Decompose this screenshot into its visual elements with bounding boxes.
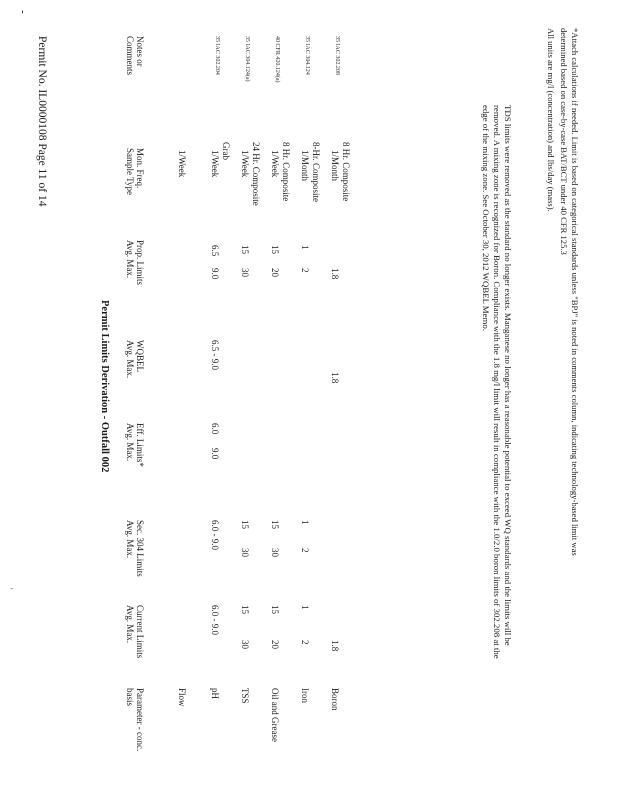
cell-prop-max: 30 [240,268,250,277]
permit-number: Permit No. IL0000108 Page 11 of 14 [36,36,48,207]
cell-current-max: 1.8 [330,640,340,652]
cell-freq: 1/Week [240,150,250,178]
cell-prop-avg: 15 [270,245,280,254]
cell-wqbel-max: 1.8 [330,372,340,384]
cell-current-max: 20 [270,640,280,649]
explanation-paragraph: TDS limits were removed as the standard no longer exists. Manganese no longer has a reasonable potential to exceed WQ standards and the limits will be removed. A mixing zone is recognized for Boron. Compliance with the 1.8 mg/l limit will result in compliance with the 1.0/2.0 boron limits of 302.208 at the edge of the mixing zone. See October 30, 2012 WQBEL Memo. [481,105,513,659]
col-header-eff: Eff. Limits* Avg. Max. [125,423,145,467]
cell-sec304-max: 30 [270,548,280,557]
cell-notes: 35 IAC 304.124 [304,36,310,75]
cell-sample: Grab [221,142,231,160]
cell-prop-max: 9.0 [210,268,220,280]
cell-sample: 8 Hr. Composite [341,142,351,202]
cell-notes: 35 IAC 302.208 [334,36,340,75]
cell-prop-avg: 6.5 [210,245,220,257]
cell-sec304-avg: 15 [240,520,250,529]
footnote-units: All units are mg/l (concentration) and lbs/day (mass). [546,28,556,212]
cell-freq: 1/Month [300,150,310,182]
cell-sample: 24 Hr. Composite [251,142,261,206]
col-header-wqbel: WQBEL Avg. Max. [125,340,145,379]
corner-mark: - [17,10,29,14]
margin-mark: ' [5,588,14,590]
cell-current-avg: 1 [300,605,310,610]
col-header-freq: Mon. Freq. Sample Type [125,148,145,195]
cell-sec304-max: 2 [300,548,310,553]
cell-sec304-max: 30 [240,548,250,557]
cell-eff-avg: 6.0 [210,423,220,435]
cell-notes: 35 IAC 302.204 [214,36,220,75]
cell-parameter: Flow [177,688,187,707]
cell-current-avg: 6.0 - 9.0 [210,605,220,635]
cell-current-avg: 15 [270,605,280,614]
col-header-notes: Notes or Comments [125,36,145,76]
footnote-calculations: *Attach calculations if needed. Limit is based on categorical standards unless "BPJ" is noted in comments column, indicating technology-based limit was determined based on case-by-case BAT/BCT under 40 CFR 125.3 [559,28,580,556]
cell-freq: 1/Week [210,150,220,178]
cell-parameter: Oil and Grease [270,688,280,742]
cell-sec304-avg: 6.0 - 9.0 [210,520,220,550]
cell-parameter: Boron [330,688,340,711]
cell-freq: 1/Month [330,150,340,182]
page-title: Permit Limits Derivation - Outfall 002 [99,300,110,473]
cell-parameter: Iron [300,688,310,703]
cell-prop-max: 20 [270,268,280,277]
cell-current-max: 2 [300,640,310,645]
cell-parameter: pH [210,688,220,699]
col-header-current: Current Limits Avg. Max. [125,605,145,659]
cell-prop-max: 1.8 [330,268,340,280]
col-header-parameter: Parameter - conc. basis [125,688,145,752]
cell-sec304-avg: 1 [300,520,310,525]
cell-sample: 8-Hr. Composite [311,142,321,202]
cell-prop-avg: 15 [240,245,250,254]
cell-prop-max: 2 [300,268,310,273]
cell-current-avg: 15 [240,605,250,614]
cell-notes: 35 IAC 304.124(a) [244,36,250,82]
cell-freq: 1/Week [270,150,280,178]
cell-notes: 40 CFR 420.124(a) [274,36,280,83]
cell-prop-avg: 1 [300,245,310,250]
cell-freq: 1/Week [177,150,187,178]
cell-sample: 8 Hr. Composite [281,142,291,202]
cell-wqbel-avg: 6.5 - 9.0 [210,340,220,370]
cell-current-max: 30 [240,640,250,649]
col-header-prop: Prop. Limits Avg. Max. [125,240,145,286]
col-header-sec304: Sec. 304 Limits Avg. Max. [125,520,145,577]
cell-eff-max: 9.0 [210,448,220,460]
cell-sec304-avg: 15 [270,520,280,529]
cell-parameter: TSS [240,688,250,704]
